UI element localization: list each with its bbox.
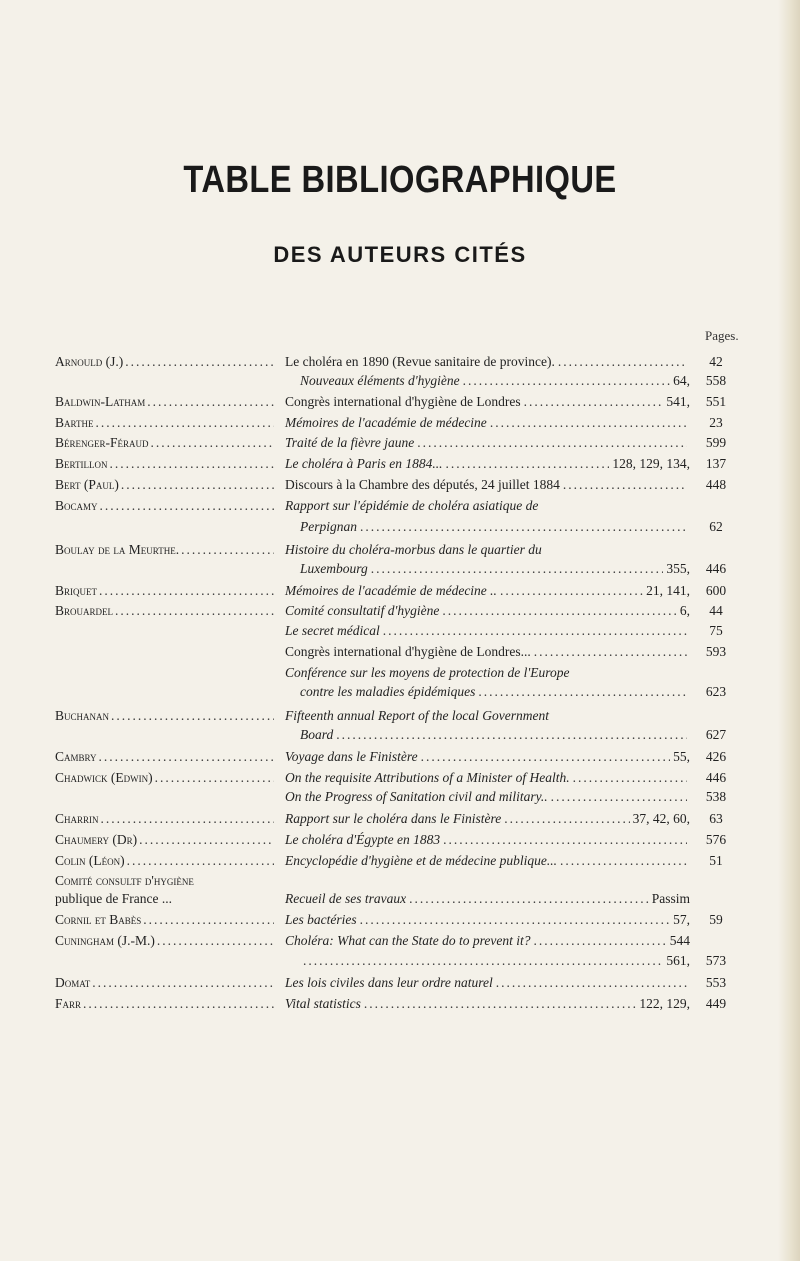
author-name — [55, 582, 280, 600]
page-title: TABLE BIBLIOGRAPHIQUE — [183, 159, 617, 201]
cited-work — [285, 664, 690, 682]
cited-page-numbers: 122, 129, — [639, 996, 690, 1011]
author-name — [55, 932, 280, 950]
leader-dots — [558, 353, 687, 371]
cited-page-numbers: Passim — [651, 891, 690, 906]
page-number: 448 — [705, 477, 727, 492]
cited-page-numbers: 21, 141, — [646, 583, 690, 598]
page-number: 553 — [705, 975, 727, 990]
cited-page-numbers: 37, 42, 60, — [632, 811, 690, 826]
leader-dots — [101, 810, 274, 828]
cited-work — [285, 541, 690, 559]
author-name-text: Baldwin-Latham — [55, 394, 146, 409]
author-name-text: Colin (Léon) — [55, 853, 125, 868]
page-number: 51 — [709, 853, 723, 868]
leader-dots — [127, 852, 274, 870]
work-title: Le choléra à Paris en 1884... — [285, 456, 443, 471]
bibliography-entry — [0, 872, 800, 890]
cited-work — [285, 890, 690, 908]
page-number: 623 — [705, 684, 727, 699]
page-number: 551 — [705, 394, 727, 409]
work-title: Nouveaux éléments d'hygiène — [300, 373, 460, 388]
leader-dots — [95, 414, 274, 432]
author-name-text: Cornil et Babès — [55, 912, 142, 927]
bibliography-entry — [0, 393, 800, 411]
bibliography-entry — [0, 707, 800, 725]
author-name — [55, 769, 280, 787]
work-title: Traité de la fièvre jaune — [285, 435, 415, 450]
leader-dots — [551, 788, 687, 806]
author-name — [55, 810, 280, 828]
leader-dots — [442, 602, 677, 620]
work-title: Choléra: What can the State do to prevent it? — [285, 933, 531, 948]
bibliography-entry — [0, 414, 800, 432]
leader-dots — [360, 518, 687, 536]
leader-dots — [143, 911, 274, 929]
leader-dots — [443, 831, 687, 849]
leader-dots — [99, 582, 274, 600]
leader-dots — [504, 810, 629, 828]
author-name — [55, 852, 280, 870]
bibliography-entry — [0, 995, 800, 1013]
work-title: Les bactéries — [285, 912, 357, 927]
work-title: Vital statistics — [285, 996, 361, 1011]
cited-work — [285, 414, 690, 432]
cited-work — [285, 911, 690, 929]
author-name — [55, 974, 280, 992]
cited-work — [300, 683, 690, 701]
work-title: Discours à la Chambre des députés, 24 juillet 1884 — [285, 477, 560, 492]
cited-work — [285, 707, 690, 725]
author-name-text: Brouardel — [55, 603, 114, 618]
bibliography-entry — [0, 602, 800, 620]
cited-page-numbers: 64, — [673, 373, 690, 388]
cited-work — [300, 372, 690, 390]
leader-dots — [524, 393, 664, 411]
leader-dots — [500, 582, 643, 600]
page-number: 558 — [705, 373, 727, 388]
author-name — [55, 476, 280, 494]
leader-dots — [157, 932, 274, 950]
cited-work — [285, 497, 690, 515]
author-name-text: Farr — [55, 996, 82, 1011]
work-title: Comité consultatif d'hygiène — [285, 603, 440, 618]
cited-work — [285, 434, 690, 452]
bibliography-entry — [0, 518, 800, 536]
cited-page-numbers: 6, — [679, 603, 690, 618]
leader-dots — [336, 726, 687, 744]
work-title: Conférence sur les moyens de protection de l'Europe — [285, 665, 570, 680]
page-number: 62 — [709, 519, 723, 534]
bibliography-entry — [0, 476, 800, 494]
cited-work — [285, 393, 690, 411]
work-title: Rapport sur le choléra dans le Finistère — [285, 811, 502, 826]
author-name — [55, 541, 280, 559]
author-name — [55, 353, 280, 371]
bibliography-entry — [0, 560, 800, 578]
work-title: contre les maladies épidémiques — [300, 684, 476, 699]
author-name-text: Buchanan — [55, 708, 110, 723]
leader-dots — [121, 476, 274, 494]
work-title: Recueil de ses travaux — [285, 891, 407, 906]
cited-page-numbers: 55, — [673, 749, 690, 764]
bibliography-entry — [0, 434, 800, 452]
leader-dots — [534, 643, 687, 661]
cited-work — [285, 353, 690, 371]
leader-dots — [463, 372, 671, 390]
cited-work — [285, 788, 690, 806]
page-number: 137 — [705, 456, 727, 471]
cited-work — [300, 952, 690, 970]
cited-work — [285, 476, 690, 494]
bibliography-entry — [0, 372, 800, 390]
work-title: Fifteenth annual Report of the local Government — [285, 708, 549, 723]
bibliography-entry — [0, 974, 800, 992]
leader-dots — [181, 541, 274, 559]
leader-dots — [478, 683, 687, 701]
work-title: On the Progress of Sanitation civil and military.. — [285, 789, 548, 804]
author-name — [55, 497, 280, 515]
cited-work — [285, 455, 690, 473]
cited-work — [285, 643, 690, 661]
author-name-text: Charrin — [55, 811, 99, 826]
cited-work — [285, 582, 690, 600]
work-title: Luxembourg — [300, 561, 368, 576]
cited-work — [300, 560, 690, 578]
pages-column-label: Pages. — [705, 328, 739, 343]
cited-work — [285, 932, 690, 950]
leader-dots — [139, 831, 274, 849]
cited-work — [285, 602, 690, 620]
leader-dots — [421, 748, 671, 766]
cited-page-numbers: 544 — [669, 933, 690, 948]
page-number: 599 — [705, 435, 727, 450]
author-name — [55, 434, 280, 452]
leader-dots — [371, 560, 664, 578]
author-name — [55, 748, 280, 766]
author-name-text: Boulay de la Meurthe. — [55, 542, 180, 557]
bibliography-entry — [0, 497, 800, 515]
work-title: Rapport sur l'épidémie de choléra asiatique de — [285, 498, 539, 513]
author-name-text: Cambry — [55, 749, 97, 764]
cited-work — [285, 831, 690, 849]
page-number: 426 — [705, 749, 727, 764]
bibliography-entry — [0, 643, 800, 661]
author-name — [55, 393, 280, 411]
bibliography-entry — [0, 683, 800, 701]
leader-dots — [125, 353, 274, 371]
bibliography-entry — [0, 664, 800, 682]
bibliography-entry — [0, 726, 800, 744]
work-title: Le choléra d'Égypte en 1883 — [285, 832, 441, 847]
cited-work — [285, 995, 690, 1013]
author-name — [55, 872, 280, 890]
cited-work — [285, 852, 690, 870]
author-name-text: Chaumery (Dr) — [55, 832, 138, 847]
author-name — [55, 831, 280, 849]
leader-dots — [496, 974, 687, 992]
cited-page-numbers: 57, — [673, 912, 690, 927]
author-name-text: Bérenger-Féraud — [55, 435, 149, 450]
leader-dots — [360, 911, 671, 929]
leader-dots — [92, 974, 274, 992]
bibliography-entry — [0, 831, 800, 849]
leader-dots — [446, 455, 610, 473]
page-number: 446 — [705, 561, 727, 576]
author-name-text: Arnould (J.) — [55, 354, 124, 369]
author-name-text: Bertillon — [55, 456, 108, 471]
leader-dots — [109, 455, 274, 473]
leader-dots — [155, 769, 274, 787]
cited-work — [285, 769, 690, 787]
work-title: Congrès international d'hygiène de Londres... — [285, 644, 531, 659]
leader-dots — [560, 852, 687, 870]
bibliography-entry — [0, 952, 800, 970]
page-number: 627 — [705, 727, 727, 742]
work-title: Mémoires de l'académie de médecine .. — [285, 583, 497, 598]
leader-dots — [99, 748, 274, 766]
page-number: 44 — [709, 603, 723, 618]
bibliography-entry — [0, 748, 800, 766]
leader-dots — [490, 414, 687, 432]
page-number: 42 — [709, 354, 723, 369]
page-subtitle: DES AUTEURS CITÉS — [273, 242, 527, 267]
cited-work — [300, 726, 690, 744]
leader-dots — [417, 434, 687, 452]
author-name — [55, 911, 280, 929]
work-title: Les lois civiles dans leur ordre naturel — [285, 975, 493, 990]
leader-dots — [151, 434, 274, 452]
leader-dots — [533, 932, 666, 950]
work-title: Congrès international d'hygiène de Londres — [285, 394, 521, 409]
leader-dots — [364, 995, 636, 1013]
work-title: On the requisite Attributions of a Minister of Health. — [285, 770, 570, 785]
cited-page-numbers: 355, — [666, 561, 690, 576]
leader-dots — [409, 890, 649, 908]
work-title: Mémoires de l'académie de médecine — [285, 415, 487, 430]
bibliography-entry — [0, 622, 800, 640]
page-number: 75 — [709, 623, 723, 638]
page-number: 63 — [709, 811, 723, 826]
author-name-text: Chadwick (Edwin) — [55, 770, 153, 785]
page-number: 59 — [709, 912, 723, 927]
author-name — [55, 602, 280, 620]
page-number: 446 — [705, 770, 727, 785]
bibliography-entry — [0, 582, 800, 600]
author-name — [55, 414, 280, 432]
author-name-text: Domat — [55, 975, 91, 990]
leader-dots — [147, 393, 274, 411]
leader-dots — [563, 476, 687, 494]
page-number: 576 — [705, 832, 727, 847]
leader-dots — [383, 622, 687, 640]
author-name — [55, 707, 280, 725]
bibliography-entry — [0, 810, 800, 828]
leader-dots — [115, 602, 274, 620]
cited-work — [285, 748, 690, 766]
work-title: Encyclopédie d'hygiène et de médecine publique... — [285, 853, 558, 868]
leader-dots — [100, 497, 274, 515]
author-name-text: Bocamy — [55, 498, 98, 513]
cited-page-numbers: 128, 129, 134, — [612, 456, 690, 471]
page-number: 23 — [709, 415, 723, 430]
work-title: Le choléra en 1890 (Revue sanitaire de province). — [285, 354, 555, 369]
bibliography-entry — [0, 932, 800, 950]
work-title: Histoire du choléra-morbus dans le quartier du — [285, 542, 542, 557]
work-title: Le secret médical — [285, 623, 380, 638]
work-title: Perpignan — [300, 519, 357, 534]
cited-work — [285, 622, 690, 640]
author-name-text: Bert (Paul) — [55, 477, 119, 492]
cited-work — [285, 810, 690, 828]
cited-page-numbers: 561, — [666, 953, 690, 968]
bibliography-entry — [0, 541, 800, 559]
work-title: Voyage dans le Finistère — [285, 749, 418, 764]
author-name-text: Briquet — [55, 583, 97, 598]
author-name — [55, 455, 280, 473]
cited-page-numbers: 541, — [666, 394, 690, 409]
bibliography-entry — [0, 890, 800, 908]
leader-dots — [303, 952, 663, 970]
leader-dots — [573, 769, 687, 787]
author-name-text: Cuningham (J.-M.) — [55, 933, 155, 948]
author-name-text: Barthe — [55, 415, 94, 430]
page-number: 600 — [705, 583, 727, 598]
leader-dots — [111, 707, 274, 725]
page-number: 593 — [705, 644, 727, 659]
cited-work — [300, 518, 690, 536]
author-name-text: Comité consultf d'hygiène — [55, 873, 194, 888]
bibliography-entry — [0, 911, 800, 929]
bibliography-entry — [0, 353, 800, 371]
author-name-continued: publique de France ... — [55, 891, 172, 906]
bibliography-entry — [0, 852, 800, 870]
page-number: 573 — [705, 953, 727, 968]
page-number: 538 — [705, 789, 727, 804]
bibliography-entry — [0, 455, 800, 473]
bibliography-entry — [0, 769, 800, 787]
bibliography-entry — [0, 788, 800, 806]
cited-work — [285, 974, 690, 992]
leader-dots — [83, 995, 274, 1013]
page-number: 449 — [705, 996, 727, 1011]
work-title: Board — [300, 727, 334, 742]
author-name — [55, 995, 280, 1013]
